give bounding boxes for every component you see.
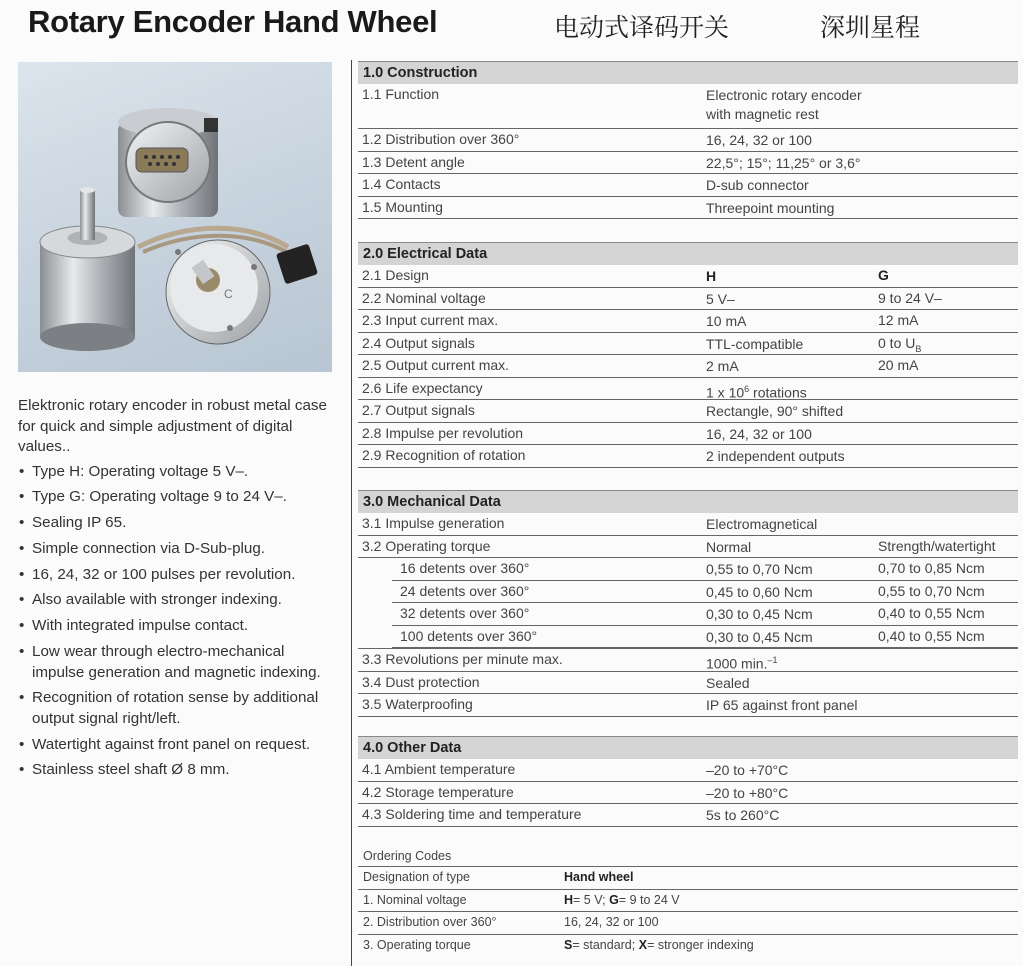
row-label: 2.5 Output current max. [362,357,510,373]
row-value: 16, 24, 32 or 100 [564,915,659,929]
table-row [358,288,1018,311]
table-row [358,333,1018,356]
row-label: 1.4 Contacts [362,176,441,192]
section-heading: 4.0 Other Data [358,736,1018,759]
row-label: 2.7 Output signals [362,402,475,418]
list-item: • Type G: Operating voltage 9 to 24 V–. [18,487,338,508]
table-row [358,911,1018,934]
list-item: • Also available with stronger indexing. [18,590,338,611]
col-h: 5 V– [706,290,735,307]
list-item: • Stainless steel shaft Ø 8 mm. [18,760,338,781]
cn-title: 电动式译码开关 [554,13,730,42]
col-g: 9 to 24 V– [878,289,942,306]
row-value: Sealed [706,674,750,691]
row-label: 32 detents over 360° [400,605,530,621]
table-row [358,400,1018,423]
row-label: 24 detents over 360° [400,582,530,599]
row-value: –20 to +70°C [706,762,789,778]
row-label: 16 detents over 360° [400,560,530,576]
section-heading: 2.0 Electrical Data [358,242,1018,265]
row-label: 1.2 Distribution over 360° [362,131,520,147]
col-normal: 0,30 to 0,45 Ncm [706,606,813,622]
list-item: • Watertight against front panel on request. [18,735,338,756]
table-row [358,152,1018,175]
row-label: 1.3 Detent angle [362,153,465,170]
row-value: 1000 min.$^{-1}$ [706,655,778,672]
col-h: 2 independent outputs [706,448,845,464]
table-row [358,129,1018,152]
row-value: Hand wheel [564,870,634,884]
row-value: Electromagnetical [706,516,818,532]
col-g: G [878,267,889,283]
col-strong: Strength/watertight [878,537,996,554]
table-row [358,889,1018,912]
list-item: • 16, 24, 32 or 100 pulses per revolution. [18,565,338,586]
row-label: 2.1 Design [362,267,429,283]
product-photo [18,62,332,372]
row-label: 1.5 Mounting [362,198,443,215]
section-heading: 3.0 Mechanical Data [358,490,1018,513]
table-row [358,866,1018,889]
row-label: 2.2 Nominal voltage [362,289,486,306]
col-normal: Normal [706,538,752,555]
table-row [358,535,1018,559]
row-label: 1.1 Function [362,86,440,102]
encoder-photo-icon [18,62,332,372]
list-item: • With integrated impulse contact. [18,616,338,637]
row-value: Electronic rotary encoder with magnetic rest [706,87,862,122]
row-label: 3.1 Impulse generation [362,515,505,531]
col-h: TTL-compatible [706,335,804,352]
col-strong: 0,70 to 0,85 Ncm [878,560,985,576]
col-normal: 0,55 to 0,70 Ncm [706,561,813,577]
table-row [392,626,1018,649]
table-row [358,759,1018,782]
page-title: Rotary Encoder Hand Wheel [28,4,438,39]
table-row [392,581,1018,604]
table-row [358,672,1018,695]
row-label: 4.3 Soldering time and temperature [362,806,582,822]
table-row [358,804,1018,827]
table-row [358,648,1018,672]
section-heading: 1.0 Construction [358,61,1018,84]
table-row [358,934,1018,957]
col-h: Rectangle, 90° shifted [706,403,844,419]
cn-company: 深圳星程 [820,13,921,42]
col-strong: 0,55 to 0,70 Ncm [878,582,985,599]
row-value: Threepoint mounting [706,199,835,216]
row-value: 22,5°; 15°; 11,25° or 3,6° [706,154,861,171]
row-label: 1. Nominal voltage [363,892,467,907]
col-h: 1 x $10^6$ rotations [706,383,807,401]
row-label: 2.3 Input current max. [362,312,499,328]
construction-section [358,61,1018,219]
table-row [358,197,1018,220]
table-row [358,265,1018,288]
list-item: • Sealing IP 65. [18,513,338,534]
row-label: 4.2 Storage temperature [362,783,514,800]
row-value: 16, 24, 32 or 100 [706,132,812,148]
list-item: • Type H: Operating voltage 5 V–. [18,462,338,483]
list-item: • Low wear through electro-mechanical impulse generation and magnetic indexing. [18,642,338,683]
column-divider [351,60,352,966]
col-normal: 0,30 to 0,45 Ncm [706,628,813,645]
table-row [358,310,1018,333]
table-row [358,84,1018,129]
col-g: 12 mA [878,312,919,328]
table-row [358,782,1018,805]
list-item: • Recognition of rotation sense by additional output signal right/left. [18,688,338,729]
row-value: IP 65 against front panel [706,697,858,713]
col-strong: 0,40 to 0,55 Ncm [878,605,985,621]
feature-list [18,462,338,781]
row-value: H= 5 V; G= 9 to 24 V [564,892,680,907]
ordering-title: Ordering Codes [363,849,452,863]
row-value: 5s to 260°C [706,807,780,823]
table-row [358,445,1018,468]
col-normal: 0,45 to 0,60 Ncm [706,583,813,600]
mechanical-section [358,490,1018,717]
row-value: D-sub connector [706,177,809,193]
row-label: 2. Distribution over 360° [363,915,497,929]
row-label: 3.2 Operating torque [362,537,491,554]
col-strong: 0,40 to 0,55 Ncm [878,627,985,644]
table-row [358,378,1018,401]
row-label: 2.6 Life expectancy [362,379,483,396]
description [18,396,338,786]
ordering-codes [358,846,1018,956]
row-value: –20 to +80°C [706,784,789,801]
col-h: H [706,268,717,284]
intro-text: Elektronic rotary encoder in robust metal case for quick and simple adjustment of digital values.. [18,397,327,455]
row-label: 2.9 Recognition of rotation [362,447,526,463]
list-item: • Simple connection via D-Sub-plug. [18,539,338,560]
row-label: 2.8 Impulse per revolution [362,424,524,441]
table-row [358,174,1018,197]
col-g: 20 mA [878,357,919,373]
row-label: 2.4 Output signals [362,334,475,351]
table-row [358,694,1018,717]
col-h: 2 mA [706,358,739,374]
col-h: 10 mA [706,313,747,329]
table-row [358,423,1018,446]
row-label: 3.4 Dust protection [362,673,480,690]
table-row [358,513,1018,535]
row-label: 3.3 Revolutions per minute max. [362,651,563,667]
other-section [358,736,1018,827]
table-row [392,603,1018,626]
row-label: 4.1 Ambient temperature [362,761,516,777]
row-label: Designation of type [363,870,471,884]
table-row [358,355,1018,378]
electrical-section [358,242,1018,468]
col-h: 16, 24, 32 or 100 [706,425,812,442]
photo-mark: C [224,287,233,301]
row-label: 3. Operating torque [363,937,471,952]
row-label: 100 detents over 360° [400,627,538,644]
row-label: 3.5 Waterproofing [362,696,473,712]
table-row [392,558,1018,581]
col-g: 0 to $U_B$ [878,334,922,354]
row-value: S= standard; X= stronger indexing [564,937,754,952]
